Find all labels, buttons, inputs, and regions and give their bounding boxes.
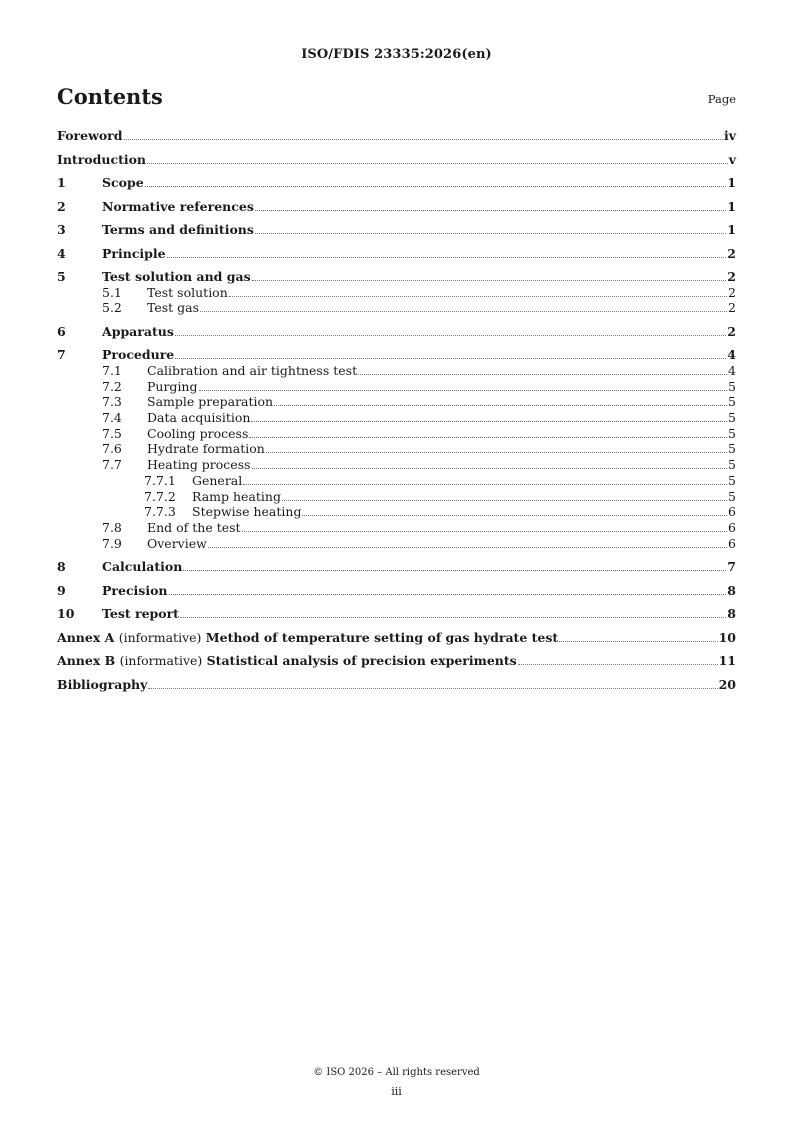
toc-title: Foreword xyxy=(57,128,123,143)
toc-entry-annex-a[interactable] xyxy=(57,630,736,646)
dot-leader xyxy=(145,186,727,187)
table-of-contents xyxy=(57,128,736,692)
dot-leader xyxy=(255,233,726,234)
toc-title: Introduction xyxy=(57,151,147,167)
toc-number: 7 xyxy=(57,347,66,363)
toc-title: Sample preparation xyxy=(147,394,274,410)
toc-number: 7.4 xyxy=(102,410,122,426)
toc-title: Normative references xyxy=(102,198,254,214)
dot-leader xyxy=(180,617,726,618)
toc-page: 5 xyxy=(728,394,736,410)
dot-leader xyxy=(169,594,727,595)
toc-number: 4 xyxy=(57,245,66,261)
dot-leader xyxy=(252,280,727,281)
toc-number: 6 xyxy=(57,323,66,339)
toc-page: 2 xyxy=(728,284,736,300)
toc-entry-test-solution-and-gas[interactable] xyxy=(57,269,736,285)
toc-page: 8 xyxy=(727,606,736,622)
annex-label: Annex B xyxy=(57,653,116,669)
toc-number: 7.3 xyxy=(102,394,122,410)
dot-leader xyxy=(252,468,728,469)
annex-type: (informative) xyxy=(118,629,202,645)
annex-label: Annex A xyxy=(57,629,115,645)
toc-page: 1 xyxy=(727,198,736,214)
toc-page: 11 xyxy=(718,653,736,669)
toc-page: 1 xyxy=(727,222,736,237)
toc-number: 7.7 xyxy=(102,457,122,473)
dot-leader xyxy=(559,641,717,642)
toc-page: 2 xyxy=(727,245,736,261)
toc-entry-procedure[interactable] xyxy=(57,347,736,363)
toc-entry-principle[interactable] xyxy=(57,246,736,262)
toc-title: Principle xyxy=(102,245,166,261)
toc-number: 8 xyxy=(57,559,66,575)
toc-title: Ramp heating xyxy=(192,488,281,504)
toc-title: Apparatus xyxy=(102,323,174,339)
toc-entry-purging[interactable] xyxy=(57,379,736,395)
toc-title: Test gas xyxy=(147,300,200,316)
toc-page: 20 xyxy=(718,676,736,692)
dot-leader xyxy=(175,358,726,359)
toc-page: v xyxy=(728,151,736,167)
toc-number: 7.7.2 xyxy=(144,488,176,504)
toc-title: Terms and definitions xyxy=(102,222,254,237)
toc-number: 7.7.3 xyxy=(144,504,176,520)
dot-leader xyxy=(229,296,727,297)
toc-page: 4 xyxy=(727,347,736,363)
toc-page: 5 xyxy=(728,472,736,488)
toc-entry-cooling-process[interactable] xyxy=(57,426,736,442)
dot-leader xyxy=(251,421,727,422)
toc-entry-overview[interactable] xyxy=(57,536,736,552)
toc-title: End of the test xyxy=(147,519,241,535)
toc-page: 2 xyxy=(727,269,736,284)
toc-entry-terms-and-definitions[interactable] xyxy=(57,222,736,238)
toc-title: Purging xyxy=(147,378,198,394)
toc-title: Heating process xyxy=(147,457,251,473)
dot-leader xyxy=(183,570,726,571)
toc-page: 4 xyxy=(728,362,736,378)
toc-page: 10 xyxy=(718,629,736,645)
toc-title: Bibliography xyxy=(57,676,148,692)
toc-entry-introduction[interactable] xyxy=(57,152,736,168)
dot-leader xyxy=(208,547,727,548)
toc-entry-calibration[interactable] xyxy=(57,363,736,379)
dot-leader xyxy=(148,688,717,689)
toc-number: 10 xyxy=(57,606,75,622)
toc-entry-apparatus[interactable] xyxy=(57,324,736,340)
dot-leader xyxy=(243,484,727,485)
toc-entry-end-of-the-test[interactable] xyxy=(57,520,736,536)
toc-page: 5 xyxy=(728,410,736,426)
toc-entry-bibliography[interactable] xyxy=(57,677,736,693)
toc-page: 7 xyxy=(727,559,736,575)
toc-page: 2 xyxy=(727,323,736,339)
dot-leader xyxy=(358,374,727,375)
toc-title: Precision xyxy=(102,582,168,598)
toc-entry-sample-preparation[interactable] xyxy=(57,394,736,410)
toc-number: 7.8 xyxy=(102,519,122,535)
toc-entry-hydrate-formation[interactable] xyxy=(57,441,736,457)
toc-entry-test-report[interactable] xyxy=(57,606,736,622)
page-column-label: Page xyxy=(707,92,736,106)
toc-entry-calculation[interactable] xyxy=(57,559,736,575)
page-number: iii xyxy=(391,1085,402,1098)
dot-leader xyxy=(266,452,727,453)
toc-title: Test solution and gas xyxy=(102,269,251,284)
toc-entry-scope[interactable] xyxy=(57,175,736,191)
dot-leader xyxy=(302,515,727,516)
toc-entry-precision[interactable] xyxy=(57,583,736,599)
toc-title: Hydrate formation xyxy=(147,441,265,457)
dot-leader xyxy=(199,390,728,391)
toc-entry-annex-b[interactable] xyxy=(57,653,736,669)
toc-title: Stepwise heating xyxy=(192,504,302,520)
toc-number: 7.1 xyxy=(102,362,122,378)
toc-title: Calculation xyxy=(102,559,183,575)
toc-title: Calibration and air tightness test xyxy=(147,362,358,378)
toc-number: 7.9 xyxy=(102,535,122,551)
dot-leader xyxy=(255,210,726,211)
toc-number: 2 xyxy=(57,198,66,214)
toc-entry-general[interactable] xyxy=(57,473,736,489)
toc-page: 1 xyxy=(727,175,736,190)
toc-entry-test-solution[interactable] xyxy=(57,285,736,301)
toc-page: 8 xyxy=(727,582,736,598)
dot-leader xyxy=(518,664,718,665)
toc-page: 5 xyxy=(728,457,736,473)
toc-title: Data acquisition xyxy=(147,410,251,426)
toc-number: 5.1 xyxy=(102,284,122,300)
toc-page: 5 xyxy=(728,378,736,394)
dot-leader xyxy=(147,163,728,164)
toc-page: 5 xyxy=(728,441,736,457)
toc-number: 1 xyxy=(57,175,66,190)
toc-number: 7.2 xyxy=(102,378,122,394)
toc-title: Statistical analysis of precision experiments xyxy=(206,653,517,669)
toc-page: 6 xyxy=(728,535,736,551)
toc-entry-ramp-heating[interactable] xyxy=(57,489,736,505)
contents-heading: Contents xyxy=(57,84,163,109)
toc-page: iv xyxy=(723,128,736,143)
toc-entry-foreword[interactable] xyxy=(57,128,736,144)
dot-leader xyxy=(282,500,727,501)
toc-number: 5 xyxy=(57,269,66,284)
toc-number: 5.2 xyxy=(102,300,122,316)
toc-title: General xyxy=(192,472,243,488)
toc-page: 5 xyxy=(728,488,736,504)
annex-type: (informative) xyxy=(119,653,203,669)
document-id-header: ISO/FDIS 23335:2026(en) xyxy=(301,47,492,62)
toc-title: Cooling process xyxy=(147,425,249,441)
toc-page: 5 xyxy=(728,425,736,441)
toc-number: 7.5 xyxy=(102,425,122,441)
toc-number: 3 xyxy=(57,222,66,237)
toc-entry-stepwise-heating[interactable] xyxy=(57,504,736,520)
toc-entry-data-acquisition[interactable] xyxy=(57,410,736,426)
dot-leader xyxy=(175,335,726,336)
toc-title: Test report xyxy=(102,606,179,622)
toc-title: Scope xyxy=(102,175,144,190)
toc-number: 7.7.1 xyxy=(144,472,176,488)
dot-leader xyxy=(124,139,723,140)
dot-leader xyxy=(249,437,727,438)
toc-title: Method of temperature setting of gas hydrate test xyxy=(205,629,559,645)
toc-page: 6 xyxy=(728,504,736,520)
toc-title: Test solution xyxy=(147,284,228,300)
dot-leader xyxy=(242,531,727,532)
toc-number: 7.6 xyxy=(102,441,122,457)
toc-entry-test-gas[interactable] xyxy=(57,300,736,316)
toc-entry-heating-process[interactable] xyxy=(57,457,736,473)
copyright-notice: © ISO 2026 – All rights reserved xyxy=(313,1067,480,1078)
dot-leader xyxy=(274,405,727,406)
toc-number: 9 xyxy=(57,582,66,598)
toc-entry-normative-references[interactable] xyxy=(57,199,736,215)
dot-leader xyxy=(167,257,727,258)
toc-page: 6 xyxy=(728,519,736,535)
toc-title: Procedure xyxy=(102,347,175,363)
dot-leader xyxy=(200,311,727,312)
toc-page: 2 xyxy=(728,300,736,316)
toc-title: Overview xyxy=(147,535,207,551)
